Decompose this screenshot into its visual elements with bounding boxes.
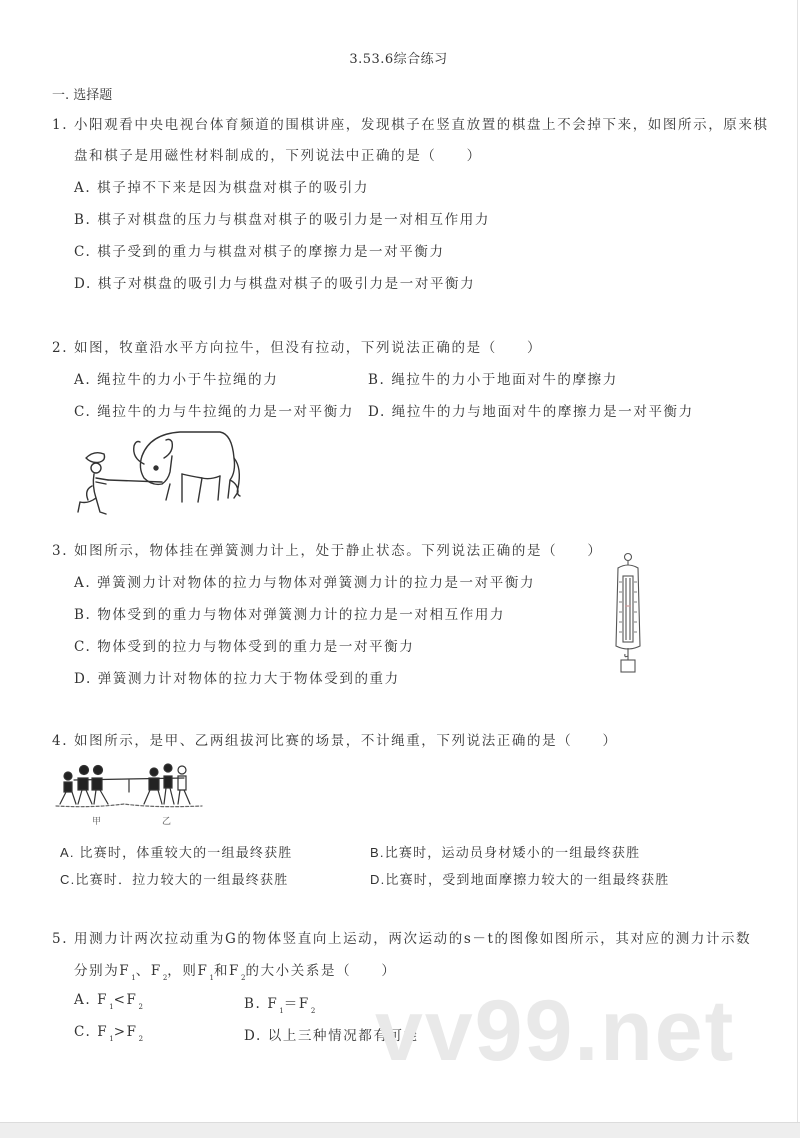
- question-stem-continued: 盘和棋子是用磁性材料制成的，下列说法中正确的是（ ）: [74, 148, 482, 164]
- label-jia: 甲: [92, 817, 102, 827]
- option-c: C.比赛时．拉力较大的一组最终获胜: [60, 872, 289, 887]
- section-heading: 一. 选择题: [52, 88, 113, 103]
- question-text: 如图所示，物体挂在弹簧测力计上，处于静止状态。下列说法正确的是（ ）: [74, 543, 603, 559]
- option-d: D.比赛时，受到地面摩擦力较大的一组最终获胜: [370, 872, 670, 887]
- option-d: D. 以上三种情况都有可能: [244, 1028, 419, 1044]
- option-b: B.比赛时，运动员身材矮小的一组最终获胜: [370, 845, 641, 860]
- option-b: B. 棋子对棋盘的压力与棋盘对棋子的吸引力是一对相互作用力: [74, 212, 490, 228]
- question-text: 小阳观看中央电视台体育频道的围棋讲座，发现棋子在竖直放置的棋盘上不会掉下来，如图所示，原来棋: [74, 117, 769, 133]
- option-a: A. 弹簧测力计对物体的拉力与物体对弹簧测力计的拉力是一对平衡力: [74, 575, 536, 591]
- option-b: B. 绳拉牛的力小于地面对牛的摩擦力: [368, 372, 618, 388]
- option-b: B. $F_1=F_2$: [244, 996, 316, 1015]
- option-d: D. 棋子对棋盘的吸引力与棋盘对棋子的吸引力是一对平衡力: [74, 276, 476, 292]
- boy-pulling-ox-figure: [70, 428, 250, 524]
- option-c: C. 物体受到的拉力与物体受到的重力是一对平衡力: [74, 639, 415, 655]
- question-stem: [52, 336, 542, 356]
- option-c: C. 棋子受到的重力与棋盘对棋子的摩擦力是一对平衡力: [74, 244, 445, 260]
- question-text: 如图，牧童沿水平方向拉牛，但没有拉动，下列说法正确的是（ ）: [74, 340, 543, 356]
- option-b: B. 物体受到的重力与物体对弹簧测力计的拉力是一对相互作用力: [74, 607, 506, 623]
- question-text: 如图所示，是甲、乙两组拔河比赛的场景，不计绳重，下列说法正确的是（ ）: [74, 733, 618, 749]
- spring-scale-figure: [608, 552, 648, 674]
- option-a: A. 比赛时，体重较大的一组最终获胜: [60, 845, 293, 860]
- question-number: 1.: [52, 117, 69, 133]
- question-stem: [52, 539, 603, 559]
- page-bottom-edge: [0, 1122, 800, 1138]
- option-a: A. 棋子掉不下来是因为棋盘对棋子的吸引力: [74, 180, 369, 196]
- label-yi: 乙: [162, 817, 172, 827]
- question-number: 5.: [52, 931, 69, 947]
- question-number: 3.: [52, 543, 69, 559]
- option-a: A. 绳拉牛的力小于牛拉绳的力: [74, 372, 279, 388]
- document-title: 3.53.6综合练习: [349, 52, 448, 67]
- question-stem: [52, 113, 769, 133]
- option-d: D. 弹簧测力计对物体的拉力大于物体受到的重力: [74, 671, 400, 687]
- question-number: 4.: [52, 733, 69, 749]
- option-c: C. 绳拉牛的力与牛拉绳的力是一对平衡力: [74, 404, 354, 420]
- watermark: vv99.net: [375, 983, 736, 1079]
- option-d: D. 绳拉牛的力与地面对牛的摩擦力是一对平衡力: [368, 404, 694, 420]
- question-stem: [52, 729, 618, 749]
- option-a: A. $F_1<F_2$: [74, 992, 143, 1011]
- tug-of-war-figure: [54, 760, 206, 828]
- question-text: 用测力计两次拉动重为G的物体竖直向上运动，两次运动的s－t的图像如图所示，其对应的测力计示数: [74, 931, 752, 947]
- question-number: 2.: [52, 340, 69, 356]
- option-c: C. $F_1>F_2$: [74, 1024, 144, 1043]
- question-stem-continued: 分别为$F_1$、$F_2$，则$F_1$和$F_2$的大小关系是（ ）: [74, 963, 397, 982]
- question-stem: [52, 927, 751, 947]
